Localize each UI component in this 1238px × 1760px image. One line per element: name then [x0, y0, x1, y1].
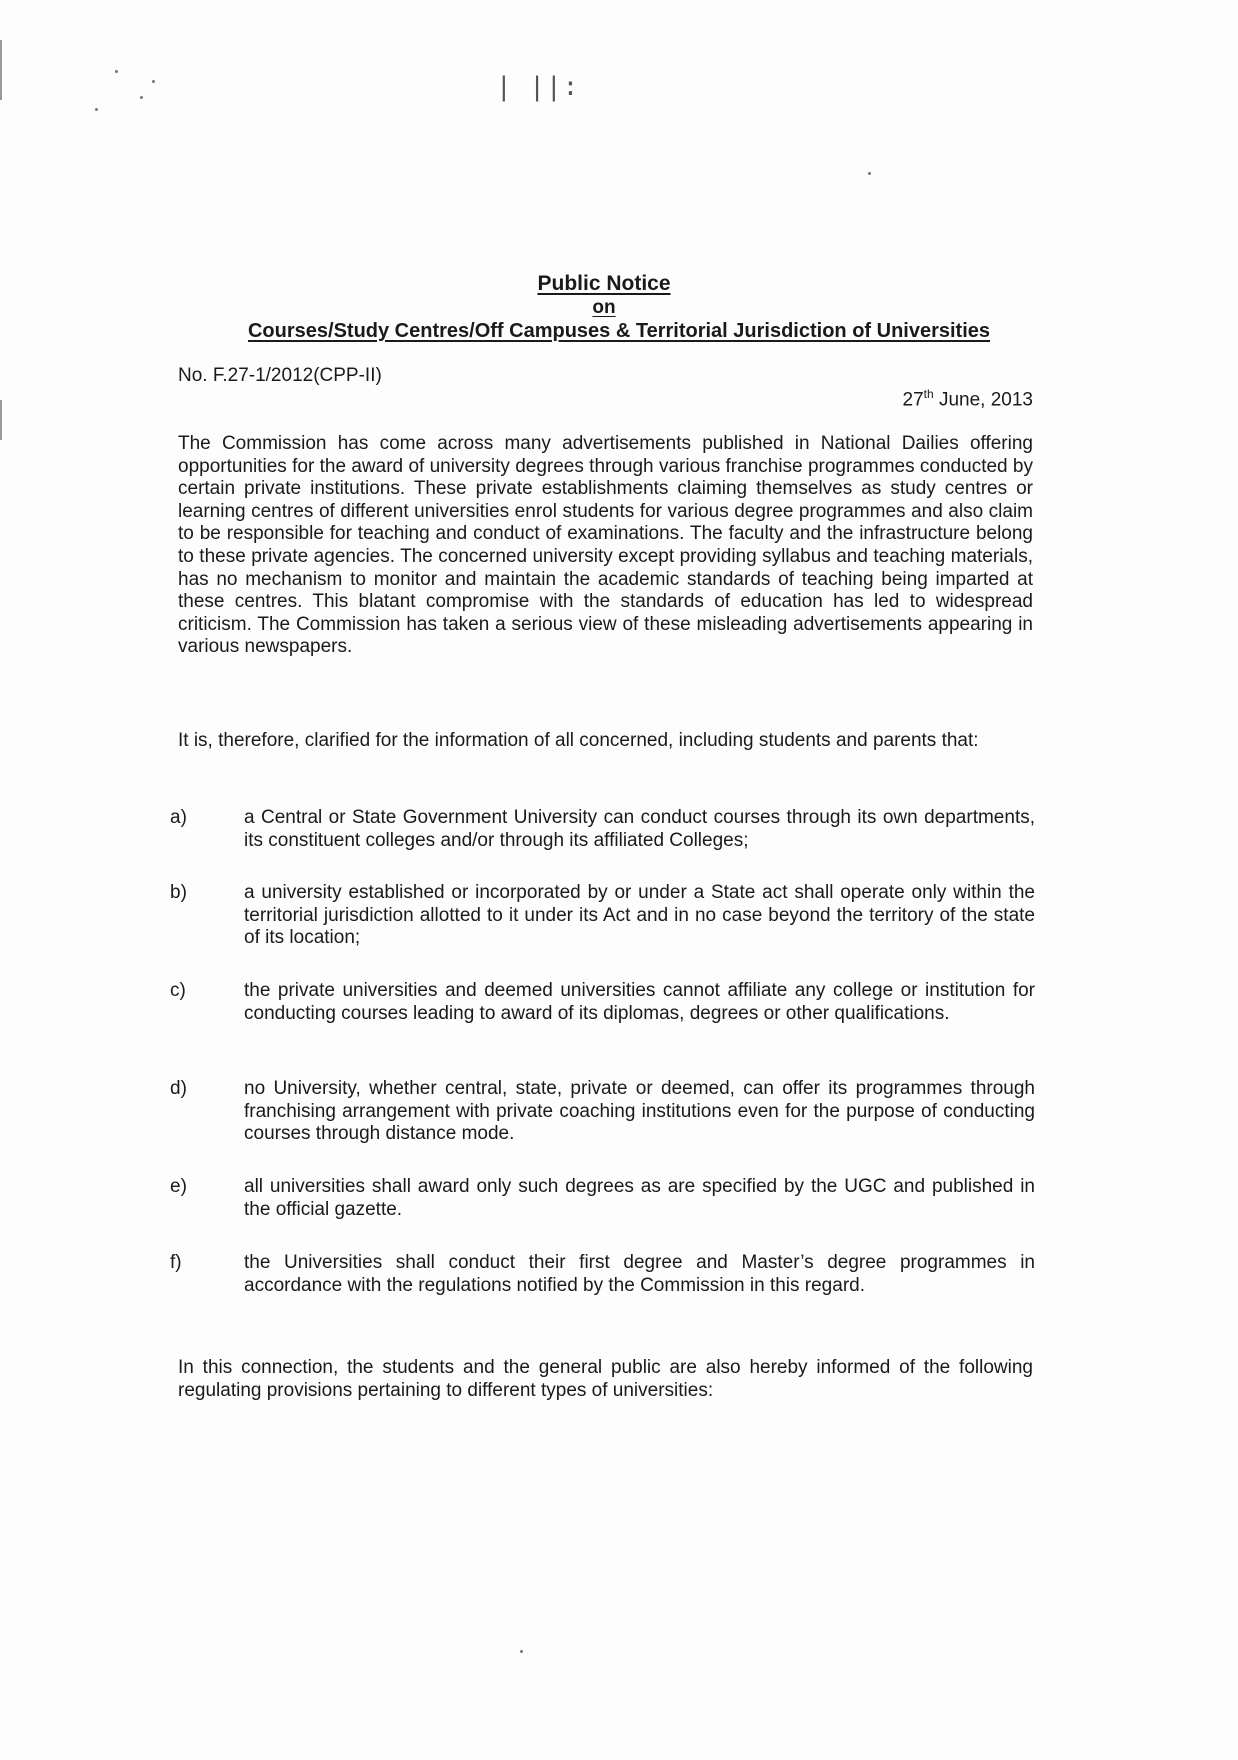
- list-item-marker: b): [170, 882, 187, 903]
- scan-edge-line: [0, 400, 2, 440]
- notice-date: [903, 387, 1033, 411]
- list-item-marker: a): [170, 807, 187, 828]
- list-item-marker: d): [170, 1078, 187, 1099]
- scan-speck: [152, 80, 155, 83]
- scan-speck: [115, 70, 118, 73]
- list-item-text: a university established or incorporated by or under a State act shall operate only within the territorial jurisdiction allotted to it under its Act and in no case beyond the territory of the state of its location;: [244, 882, 1035, 949]
- list-item-text: the Universities shall conduct their first degree and Master’s degree programmes in accordance with the regulations notified by the Commission in this regard.: [244, 1252, 1035, 1296]
- list-item-text: all universities shall award only such degrees as are specified by the UGC and published in the official gazette.: [244, 1176, 1035, 1220]
- scan-edge-line: [0, 40, 2, 100]
- scan-speck: [140, 96, 143, 99]
- clarification-paragraph: It is, therefore, clarified for the information of all concerned, including students and parents that:: [178, 730, 979, 751]
- list-item-text: the private universities and deemed universities cannot affiliate any college or institution for conducting courses leading to award of its diplomas, degrees or other qualifications.: [244, 980, 1035, 1024]
- notice-subject: Courses/Study Centres/Off Campuses & Territorial Jurisdiction of Universities: [247, 320, 991, 342]
- scan-speck: [95, 108, 98, 111]
- date-day: 27: [902, 389, 924, 411]
- list-item-marker: c): [170, 980, 186, 1001]
- scan-speck: [520, 1650, 523, 1653]
- date-rest: June, 2013: [933, 389, 1033, 411]
- scan-speck: [868, 172, 871, 175]
- date-suffix: th: [923, 387, 934, 401]
- list-item-text: no University, whether central, state, private or deemed, can offer its programmes through franchising arrangement with private coaching institutions even for the purpose of conducting courses through distance mode.: [244, 1078, 1035, 1145]
- notice-connector: on: [592, 297, 616, 318]
- list-item-text: a Central or State Government University can conduct courses through its own departments, its constituent colleges and/or through its affiliated Colleges;: [244, 807, 1035, 851]
- reference-number: No. F.27-1/2012(CPP-II): [178, 365, 382, 386]
- intro-paragraph: The Commission has come across many advertisements published in National Dailies offering opportunities for the award of university degrees through various franchise programmes conducted by certain private institutions. These private establishments claiming themselves as study centres or learning centres of different universities enrol students for various degree programmes and also claim to be responsible for teaching and conduct of examinations. The faculty and the infrastructure belong to these private agencies. The concerned university except providing syllabus and teaching materials, has no mechanism to monitor and maintain the academic standards of teaching being imparted at these centres. This blatant compromise with the standards of education has led to widespread criticism. The Commission has taken a serious view of these misleading advertisements appearing in various newspapers.: [178, 433, 1033, 658]
- list-item-marker: f): [170, 1252, 182, 1273]
- scan-mark: | ||:: [496, 72, 580, 102]
- list-item-marker: e): [170, 1176, 187, 1197]
- closing-paragraph: In this connection, the students and the general public are also hereby informed of the following regulating provisions pertaining to different types of universities:: [178, 1357, 1033, 1401]
- notice-title: Public Notice: [537, 272, 671, 295]
